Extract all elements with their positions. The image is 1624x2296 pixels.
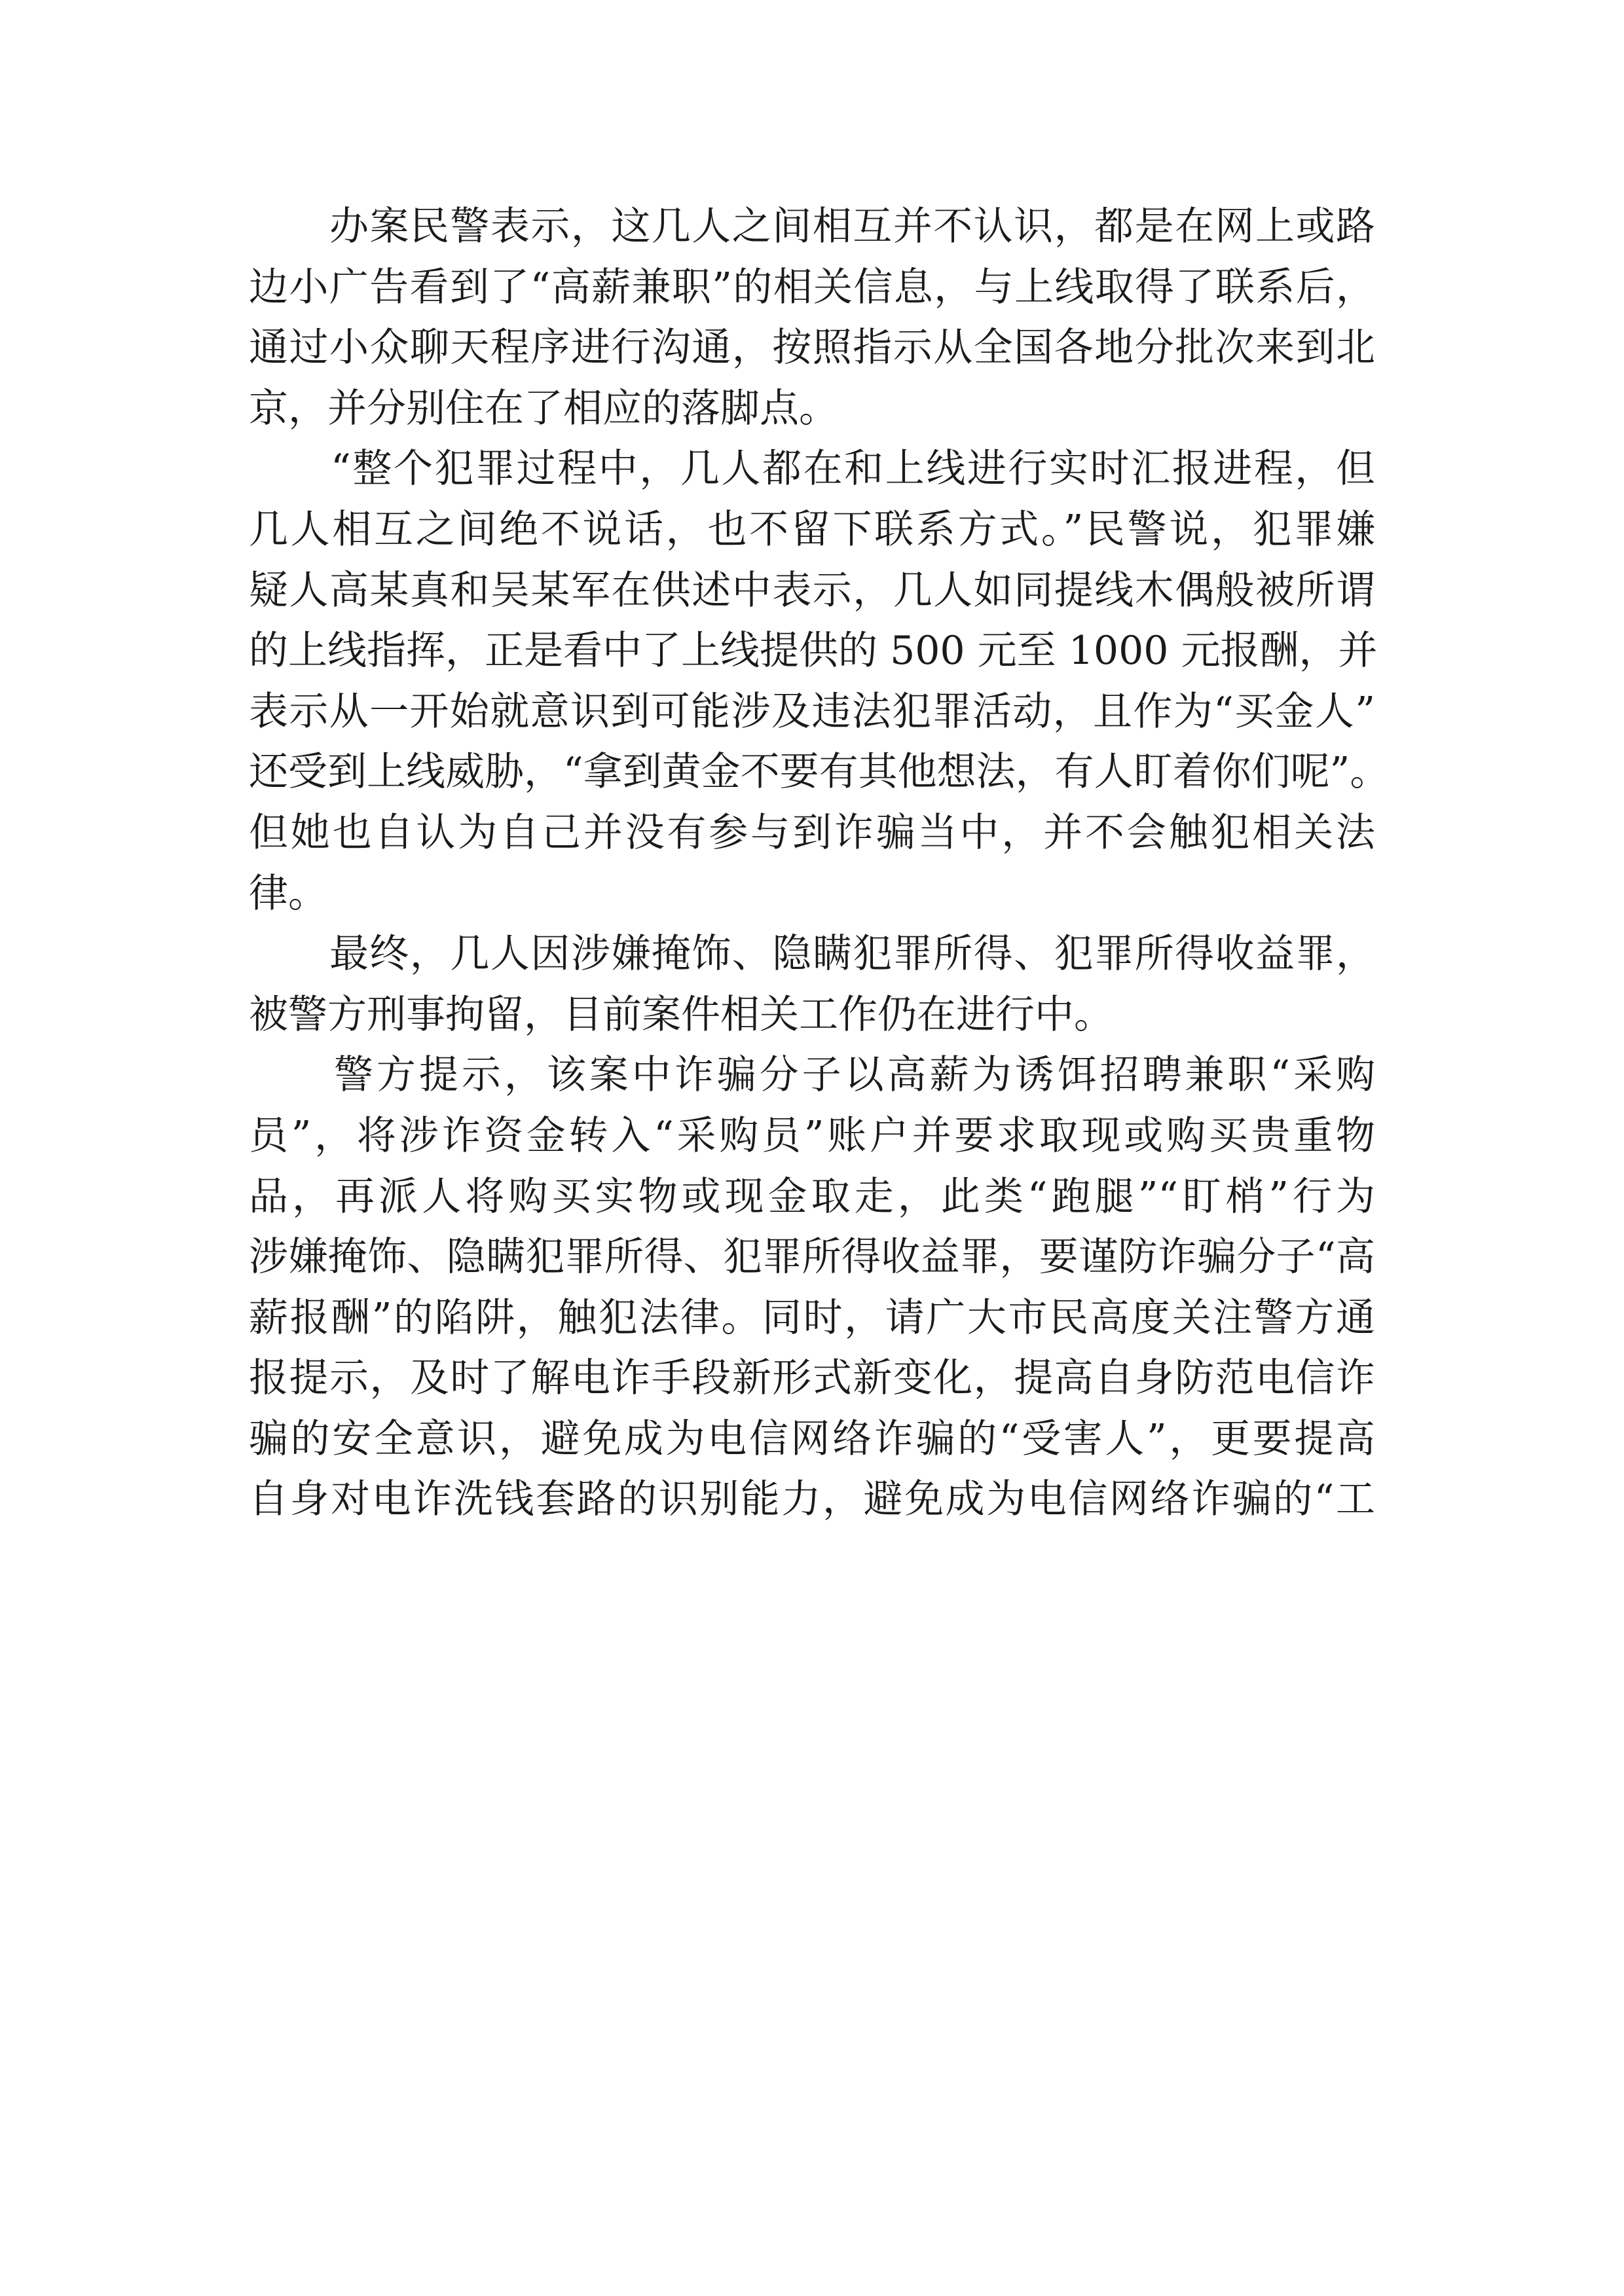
text-line: 办案民警表示，这几人之间相互并不认识，都是在网上或路 xyxy=(249,204,1375,249)
text-line: 边小广告看到了“高薪兼职”的相关信息，与上线取得了联系后， xyxy=(249,264,1375,310)
text-line: “整个犯罪过程中，几人都在和上线进行实时汇报进程，但 xyxy=(249,446,1375,492)
text-line: 表示从一开始就意识到可能涉及违法犯罪活动，且作为“买金人” xyxy=(249,688,1375,735)
text-line: 但她也自认为自己并没有参与到诈骗当中，并不会触犯相关法 xyxy=(249,809,1375,856)
text-line: 几人相互之间绝不说话，也不留下联系方式。”民警说，犯罪嫌 xyxy=(249,506,1375,553)
text-line: 京，并分别住在了相应的落脚点。 xyxy=(249,385,838,431)
text-line: 薪报酬”的陷阱，触犯法律。同时，请广大市民高度关注警方通 xyxy=(249,1294,1375,1341)
text-line: 涉嫌掩饰、隐瞒犯罪所得、犯罪所得收益罪，要谨防诈骗分子“高 xyxy=(249,1234,1375,1281)
text-line: 自身对电诈洗钱套路的识别能力，避免成为电信网络诈骗的“工 xyxy=(249,1476,1375,1523)
text-line: 的上线指挥，正是看中了上线提供的 500 元至 1000 元报酬，并 xyxy=(249,628,1378,674)
text-line: 警方提示，该案中诈骗分子以高薪为诱饵招聘兼职“采购 xyxy=(249,1052,1375,1099)
text-line: 品，再派人将购买实物或现金取走，此类“跑腿”“盯梢”行为 xyxy=(249,1173,1375,1220)
text-line: 律。 xyxy=(249,870,327,917)
text-line: 骗的安全意识，避免成为电信网络诈骗的“受害人”，更要提高 xyxy=(249,1415,1375,1462)
text-line: 报提示，及时了解电诈手段新形式新变化，提高自身防范电信诈 xyxy=(249,1355,1375,1402)
text-line: 被警方刑事拘留，目前案件相关工作仍在进行中。 xyxy=(249,991,1113,1038)
text-line: 最终，几人因涉嫌掩饰、隐瞒犯罪所得、犯罪所得收益罪， xyxy=(249,931,1375,977)
text-line: 还受到上线威胁，“拿到黄金不要有其他想法，有人盯着你们呢”。 xyxy=(249,749,1390,795)
text-line: 疑人高某真和吴某军在供述中表示，几人如同提线木偶般被所谓 xyxy=(249,567,1375,613)
text-line: 通过小众聊天程序进行沟通，按照指示从全国各地分批次来到北 xyxy=(249,325,1375,371)
text-line: 员”，将涉诈资金转入“采购员”账户并要求取现或购买贵重物 xyxy=(249,1112,1375,1159)
article-body xyxy=(249,196,1390,1530)
